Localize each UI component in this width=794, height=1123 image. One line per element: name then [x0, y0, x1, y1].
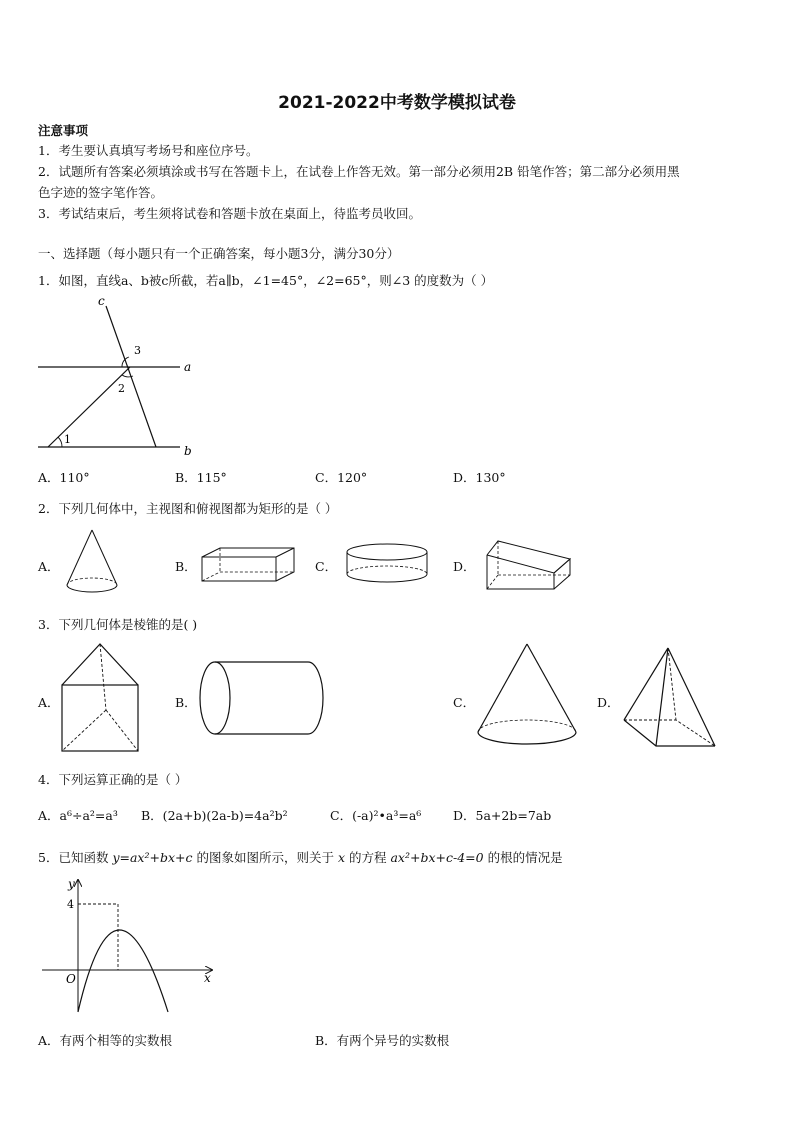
- q1-option-b[interactable]: B．115°: [175, 470, 227, 485]
- prism-with-roof-icon: [58, 640, 142, 756]
- parabola-graph: [40, 876, 220, 1016]
- label-angle-1: 1: [64, 433, 71, 446]
- q1-option-c[interactable]: C．120°: [315, 470, 368, 485]
- question-2-stem: 2．下列几何体中，主视图和俯视图都为矩形的是（ ）: [38, 501, 338, 516]
- q3-option-c[interactable]: C．: [453, 695, 476, 710]
- q2-option-d[interactable]: D．: [453, 559, 476, 574]
- notice-line: 色字迹的签字笔作答。: [38, 185, 164, 200]
- large-cone-icon: [474, 640, 580, 752]
- cone-icon: [62, 527, 122, 597]
- x-axis-label: x: [204, 971, 211, 985]
- origin-label: O: [66, 972, 76, 986]
- label-b: b: [184, 444, 192, 458]
- q3-option-a[interactable]: A．: [38, 695, 60, 710]
- section-heading: 一、选择题（每小题只有一个正确答案，每小题3分，满分30分）: [38, 246, 400, 261]
- q2-option-a[interactable]: A．: [38, 559, 60, 574]
- horizontal-cylinder-icon: [198, 658, 328, 738]
- question-4-stem: 4．下列运算正确的是（ ）: [38, 772, 188, 787]
- q5-stem-pre: 5．已知函数: [38, 850, 113, 865]
- label-a: a: [184, 360, 192, 374]
- q1-option-a[interactable]: A．110°: [38, 470, 90, 485]
- question-3-stem: 3．下列几何体是棱锥的是( ): [38, 617, 198, 632]
- label-c: c: [98, 294, 105, 308]
- notice-heading: 注意事项: [38, 123, 89, 138]
- q4-option-c[interactable]: C．(-a)²•a³=a⁶: [330, 808, 422, 823]
- cylinder-icon: [344, 542, 430, 586]
- q5-stem-post: 的根的情况是: [483, 850, 563, 865]
- notice-line: 1．考生要认真填写考场号和座位序号。: [38, 143, 259, 158]
- q3-option-d[interactable]: D．: [597, 695, 620, 710]
- y-axis-label: y: [68, 877, 75, 891]
- notice-line: 2．试题所有答案必须填涂或书写在答题卡上，在试卷上作答无效。第一部分必须用2B 铅笔作答；第二部分必须用黑: [38, 164, 680, 179]
- q2-option-b[interactable]: B．: [175, 559, 197, 574]
- question-1-figure: [34, 292, 204, 462]
- q5-stem-mid2: 的方程: [345, 850, 391, 865]
- label-angle-3: 3: [134, 344, 141, 357]
- q2-option-c[interactable]: C．: [315, 559, 338, 574]
- question-5-stem: [38, 848, 563, 866]
- q4-option-a[interactable]: A．a⁶÷a²=a³: [38, 808, 118, 823]
- pyramid-icon: [620, 644, 720, 752]
- q5-function: y=ax²+bx+c: [112, 850, 193, 865]
- cuboid-icon: [199, 545, 299, 585]
- notice-line: 3．考试结束后，考生须将试卷和答题卡放在桌面上，待监考员收回。: [38, 206, 421, 221]
- q1-option-d[interactable]: D．130°: [453, 470, 506, 485]
- question-1-stem: 1．如图，直线a、b被c所截，若a∥b，∠1=45°，∠2=65°，则∠3 的度数为（ ）: [38, 273, 494, 288]
- q5-option-a[interactable]: A．有两个相等的实数根: [38, 1033, 173, 1048]
- q5-equation: ax²+bx+c-4=0: [390, 850, 484, 865]
- label-angle-2: 2: [118, 382, 125, 395]
- q5-variable: x: [337, 850, 346, 865]
- q4-option-d[interactable]: D．5a+2b=7ab: [453, 808, 552, 823]
- q4-option-b[interactable]: B．(2a+b)(2a-b)=4a²b²: [141, 808, 288, 823]
- q5-stem-mid: 的图象如图所示，则关于: [192, 850, 338, 865]
- triangular-prism-icon: [484, 537, 574, 593]
- q3-option-b[interactable]: B．: [175, 695, 197, 710]
- page-title: 2021-2022中考数学模拟试卷: [278, 93, 516, 113]
- q5-option-b[interactable]: B．有两个异号的实数根: [315, 1033, 450, 1048]
- vertex-y-label: 4: [67, 898, 74, 911]
